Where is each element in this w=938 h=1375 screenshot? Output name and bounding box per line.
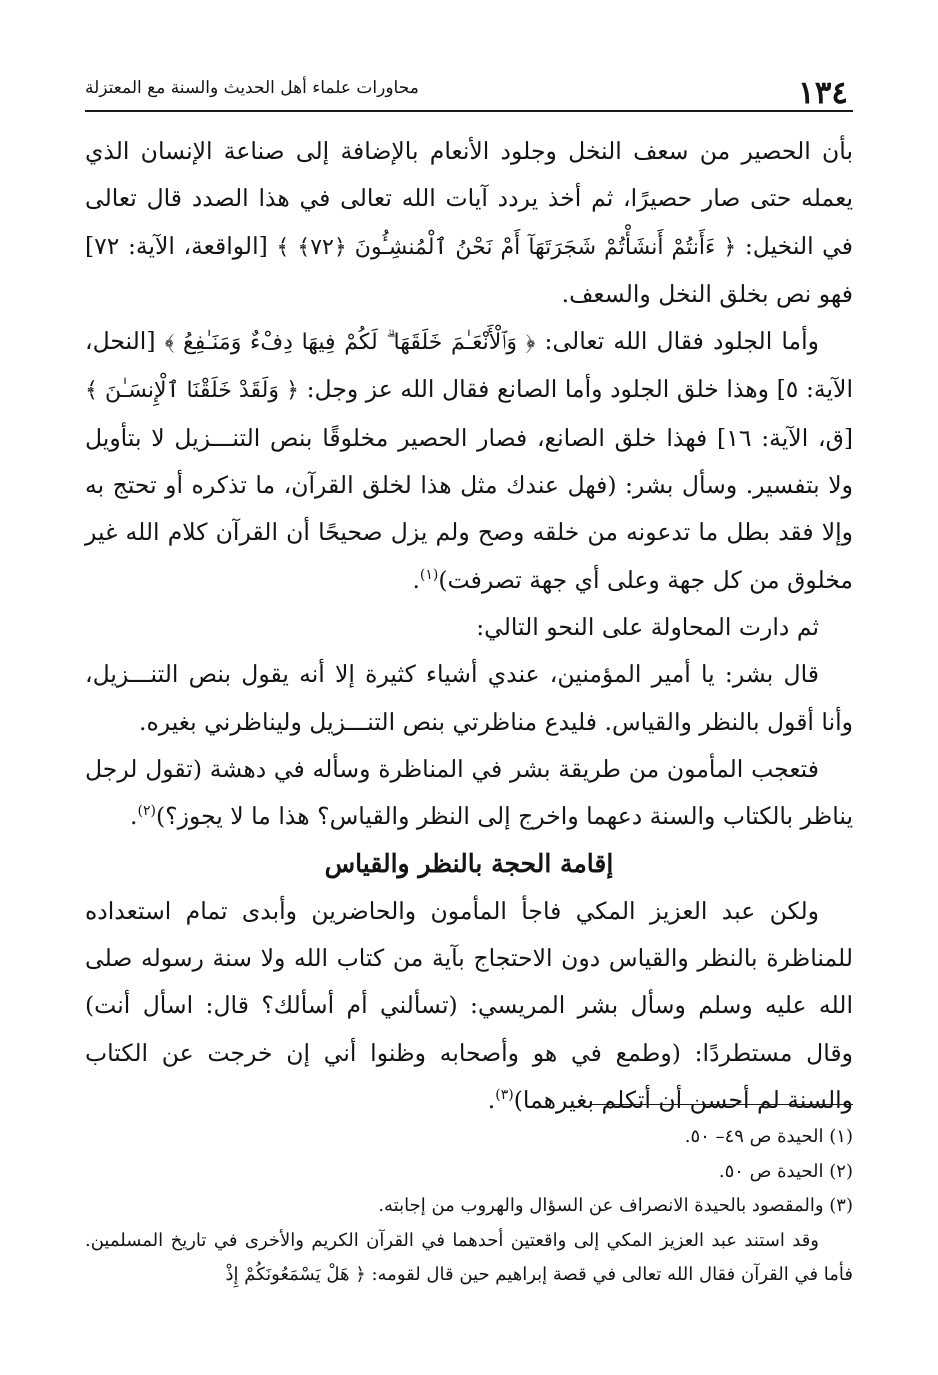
quran-verse-qaf: ﴿ وَلَقَدْ خَلَقْنَا ٱلْإِنسَـٰنَ ﴾ bbox=[85, 378, 299, 404]
section-heading: إقامة الحجة بالنظر والقياس bbox=[324, 849, 614, 879]
paragraph-6-period: . bbox=[487, 1085, 496, 1114]
quran-verse-nahl: ﴿ وَٱلْأَنْعَـٰمَ خَلَقَهَا ۗ لَكُمْ فِيهَا دِفْءٌ وَمَنَـٰفِعُ ﴾ bbox=[164, 330, 536, 356]
paragraph-5 bbox=[85, 746, 853, 841]
paragraph-1-text: بأن الحصير من سعف النخل وجلود الأنعام بالإضافة إلى صناعة الإنسان الذي يعمله حتى صار حصيرًا، ثم أخذ يردد آيات الله تعالى في هذا الصدد قال تعالى في النخيل: bbox=[85, 137, 853, 260]
paragraph-2 bbox=[85, 318, 853, 604]
paragraph-1-end: [الواقعة، الآية: ٧٢] فهو نص بخلق النخل والسعف. bbox=[85, 231, 853, 308]
footnote-3: (٣) والمقصود بالحيدة الانصراف عن السؤال والهروب من إجابته. bbox=[378, 1195, 853, 1216]
paragraph-2-mid: [النحل، الآية: ٥] وهذا خلق الجلود وأما الصانع فقال الله عز وجل: bbox=[85, 327, 853, 404]
footnote-2: (٢) الحيدة ص ٥٠. bbox=[718, 1160, 853, 1182]
paragraph-6 bbox=[85, 888, 853, 1124]
paragraph-4: قال بشر: يا أمير المؤمنين، عندي أشياء كثيرة إلا أنه يقول بنص التنـــزيل، وأنا أقول بالنظر والقياس. فليدع مناظرتي بنص التنـــزيل وليناظرني بغيره. bbox=[85, 660, 853, 736]
footnote-rule bbox=[591, 1104, 853, 1105]
paragraph-5-text: فتعجب المأمون من طريقة بشر في المناظرة وسأله في دهشة (تقول لرجل يناظر بالكتاب والسنة دعهما واخرج إلى النظر والقياس؟ هذا ما لا يجوز؟) bbox=[85, 754, 853, 831]
running-title: محاورات علماء أهل الحديث والسنة مع المعتزلة bbox=[85, 78, 419, 98]
quran-verse-waqia: ﴿ ءَأَنتُمْ أَنشَأْتُمْ شَجَرَتَهَآ أَمْ نَحْنُ ٱلْمُنشِـُٔونَ ﴿٧٢﴾ ﴾ bbox=[276, 234, 737, 260]
paragraph-2-period: . bbox=[412, 565, 420, 594]
paragraph-2-end: [ق، الآية: ١٦] فهذا خلق الصانع، فصار الحصير مخلوقًا بنص التنـــزيل لا بتأويل ولا بتفسير. وسأل بشر: (فهل عندك مثل هذا لخلق القرآن، ما تذكره أو تحتج به وإلا فقد بطل ما تدعونه من خلقه وصح ولم يزل صحيحًا أن القرآن كلام الله غير مخلوق من كل جهة وعلى أي جهة تصرفت) bbox=[85, 423, 853, 594]
paragraph-1 bbox=[85, 128, 853, 318]
paragraph-3: ثم دارت المحاولة على النحو التالي: bbox=[476, 612, 819, 641]
paragraph-2-start: وأما الجلود فقال الله تعالى: bbox=[544, 327, 819, 356]
footnote-ref-1: (١) bbox=[419, 566, 439, 583]
footnotes bbox=[85, 1120, 853, 1293]
paragraph-5-period: . bbox=[130, 802, 138, 831]
footnote-ref-3: (٣) bbox=[495, 1087, 514, 1104]
header-rule bbox=[85, 110, 853, 112]
footnote-ref-2: (٢) bbox=[137, 803, 156, 820]
page-number: ١٣٤ bbox=[798, 75, 848, 111]
paragraph-6-text: ولكن عبد العزيز المكي فاجأ المأمون والحاضرين وأبدى تمام استعداده للمناظرة بالنظر والقياس دون الاحتجاج بآية من كتاب الله ولا سنة رسوله صلى الله عليه وسلم وسأل بشر المريسي: (تسألني أم أسألك؟ قال: اسأل أنت) وقال مستطردًا: (وطمع في هو وأصحابه وظنوا أني إن خرجت عن الكتاب والسنة لم أحسن أن أتكلم بغيرهما) bbox=[85, 896, 853, 1114]
footnote-1: (١) الحيدة ص ٤٩– ٥٠. bbox=[684, 1126, 853, 1147]
footnote-3-continuation: وقد استند عبد العزيز المكي إلى واقعتين أحدهما في القرآن الكريم والأخرى في تاريخ المسلمين. فأما في القرآن فقال الله تعالى في قصة إبراهيم حين قال لقومه: ﴿ هَلْ يَسْمَعُونَكُمْ إِذْ bbox=[85, 1229, 853, 1285]
main-text bbox=[85, 128, 853, 1124]
